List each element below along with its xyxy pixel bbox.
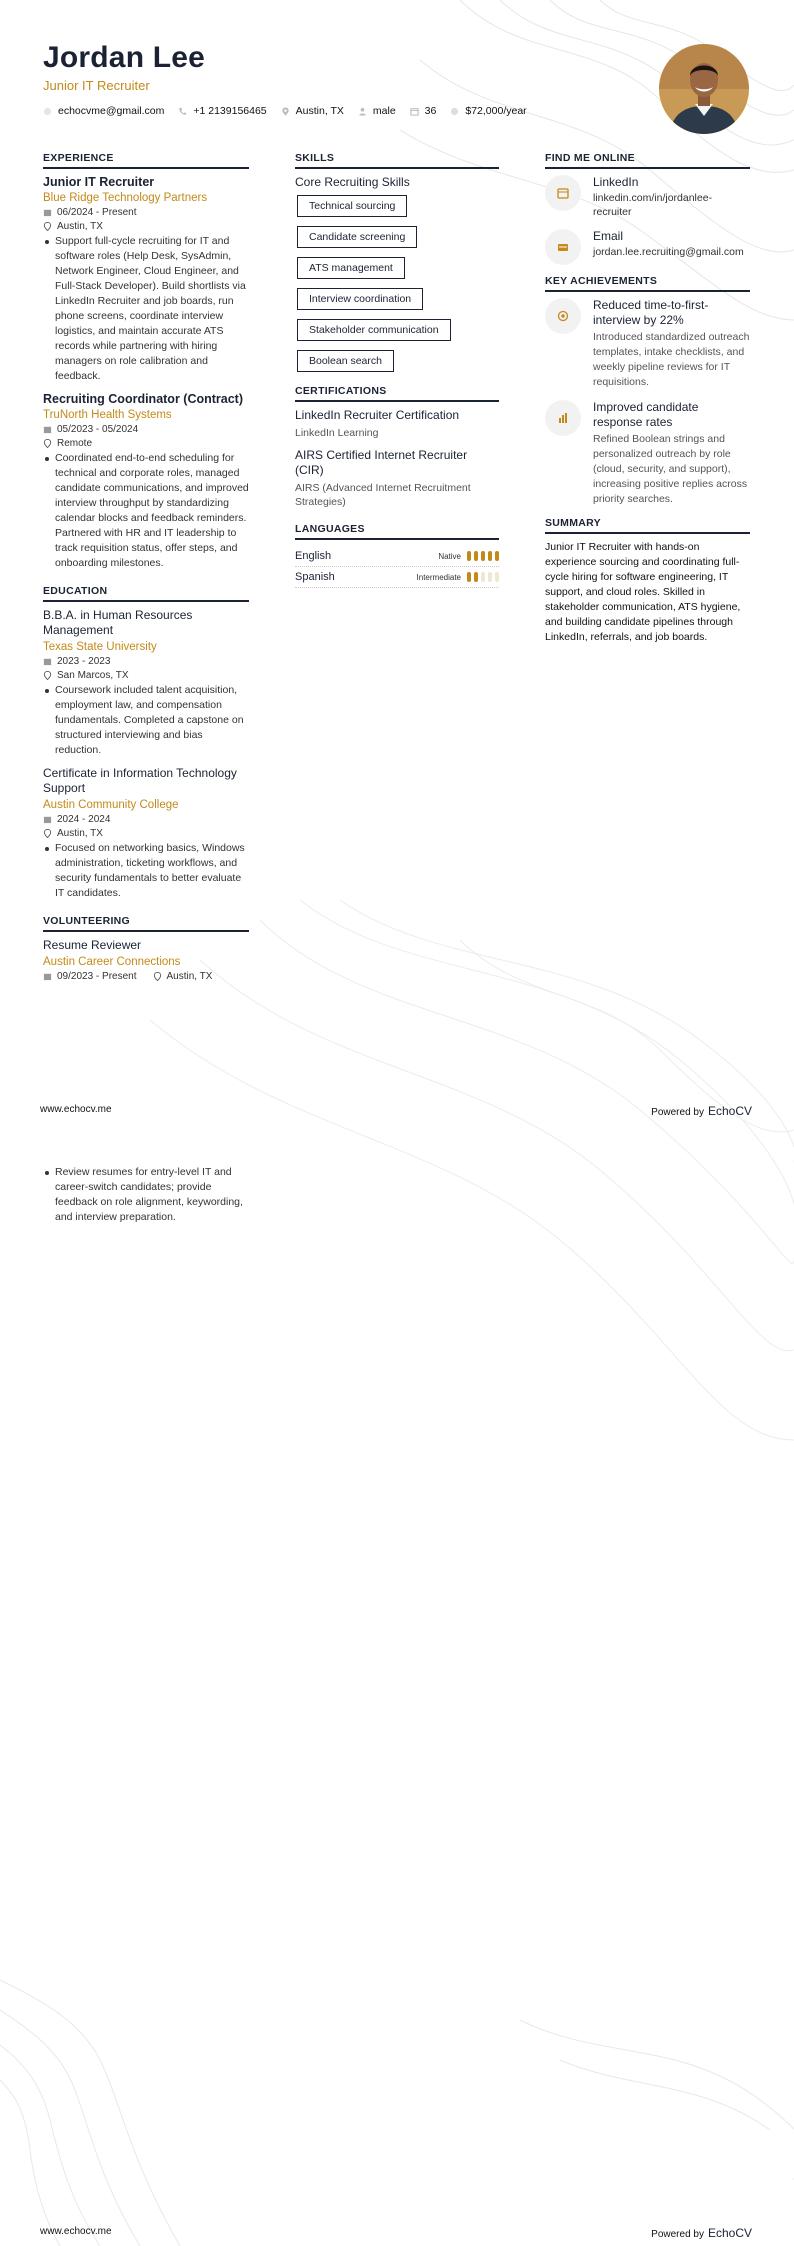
- footer-site-link[interactable]: www.echocv.me: [40, 1104, 112, 1115]
- online-label: Email: [593, 229, 624, 243]
- contact-location: Austin, TX: [281, 105, 344, 117]
- achievement-title: Improved candidate response rates: [593, 400, 699, 429]
- skill-tags: [295, 195, 499, 381]
- degree-title: Certificate in Information Technology Support: [43, 766, 237, 795]
- avatar: [659, 44, 749, 134]
- proficiency-dot: [495, 551, 499, 561]
- volunteering-heading: VOLUNTEERING: [43, 915, 249, 932]
- volunteer-dates: 09/2023 - Present: [57, 971, 137, 982]
- location-pin-icon: [43, 439, 52, 448]
- calendar-icon: [43, 972, 52, 981]
- company-name: Blue Ridge Technology Partners: [43, 192, 208, 204]
- profile-photo: [659, 44, 749, 134]
- brand-logo[interactable]: EchoCV: [707, 1104, 752, 1118]
- online-link[interactable]: linkedin.com/in/jordanlee-recruiter: [593, 192, 713, 218]
- job-dates: 05/2023 - 05/2024: [57, 424, 139, 435]
- degree-title: B.B.A. in Human Resources Management: [43, 608, 193, 637]
- company-name: TruNorth Health Systems: [43, 409, 172, 421]
- proficiency-dot: [481, 572, 485, 582]
- phone-icon: [178, 107, 187, 116]
- coin-icon: [450, 107, 459, 116]
- education-heading: EDUCATION: [43, 585, 249, 602]
- education-description: Focused on networking basics, Windows administration, ticketing workflows, and security fundamentals to better evaluate IT candidates.: [43, 841, 249, 901]
- candidate-name: Jordan Lee: [43, 41, 206, 74]
- certification-item: [295, 408, 499, 440]
- contact-phone[interactable]: +1 2139156465: [178, 105, 266, 117]
- proficiency-dot: [481, 551, 485, 561]
- proficiency-dot: [488, 551, 492, 561]
- job-dates: 06/2024 - Present: [57, 207, 137, 218]
- volunteer-role: Resume Reviewer: [43, 938, 142, 952]
- brand-logo[interactable]: EchoCV: [707, 2226, 752, 2240]
- language-level: Native: [438, 551, 461, 561]
- certification-title: LinkedIn Recruiter Certification: [295, 408, 460, 422]
- certification-issuer: LinkedIn Learning: [295, 427, 379, 439]
- page-footer: [40, 1104, 752, 1118]
- languages-heading: LANGUAGES: [295, 523, 499, 540]
- education-dates: 2024 - 2024: [57, 814, 111, 825]
- calendar-icon: [43, 425, 52, 434]
- skill-tag: Technical sourcing: [297, 195, 407, 217]
- online-item-email[interactable]: [545, 229, 750, 265]
- language-proficiency: [467, 572, 499, 582]
- key-achievements-heading: KEY ACHIEVEMENTS: [545, 275, 750, 292]
- contact-age: 36: [410, 105, 437, 117]
- at-icon: [43, 107, 52, 116]
- summary-heading: SUMMARY: [545, 517, 750, 534]
- achievement-title: Reduced time-to-first-interview by 22%: [593, 298, 709, 327]
- middle-column: [295, 152, 499, 588]
- powered-by-label: Powered by: [651, 2229, 704, 2240]
- language-row: [295, 567, 499, 588]
- education-location: San Marcos, TX: [57, 670, 129, 681]
- contour-pattern-bottom: [0, 1960, 794, 2246]
- summary-text: Junior IT Recruiter with hands-on experience sourcing and coordinating full-cycle hiring for software engineering, IT support, and cloud roles. Skilled in stakeholder communication, ATS hygiene, and building candidate pipelines through LinkedIn, referrals, and job boards.: [545, 541, 741, 643]
- calendar-icon: [43, 815, 52, 824]
- achievement-description: Introduced standardized outreach templates, intake checklists, and weekly pipeline reviews for IT requisitions.: [593, 331, 750, 388]
- skills-heading: SKILLS: [295, 152, 499, 169]
- contact-bar: [43, 105, 663, 117]
- education-location: Austin, TX: [57, 828, 103, 839]
- proficiency-dot: [467, 551, 471, 561]
- language-list: [295, 546, 499, 588]
- footer-site-link[interactable]: www.echocv.me: [40, 2226, 112, 2237]
- location-pin-icon: [43, 671, 52, 680]
- job-description: Coordinated end-to-end scheduling for technical and corporate roles, managed candidate communications, and improved interview throughput by standardizing calendar blocks and feedback reminders. Partnered with HR and IT leadership to track requisition status, offer steps, and onboarding milestones.: [43, 451, 249, 571]
- proficiency-dot: [495, 572, 499, 582]
- education-dates: 2023 - 2023: [57, 656, 111, 667]
- page2-content: [43, 1163, 253, 1225]
- find-me-online-heading: FIND ME ONLINE: [545, 152, 750, 169]
- proficiency-dot: [474, 572, 478, 582]
- achievement-item: [545, 400, 750, 507]
- linkedin-icon: [557, 187, 569, 199]
- volunteer-org: Austin Career Connections: [43, 956, 181, 968]
- skill-tag: ATS management: [297, 257, 405, 279]
- school-name: Texas State University: [43, 641, 157, 653]
- language-proficiency: [467, 551, 499, 561]
- skill-tag: Candidate screening: [297, 226, 417, 248]
- contact-salary: $72,000/year: [450, 105, 526, 117]
- volunteering-item: [43, 938, 249, 982]
- certifications-heading: CERTIFICATIONS: [295, 385, 499, 402]
- online-item-linkedin[interactable]: [545, 175, 750, 219]
- certification-title: AIRS Certified Internet Recruiter (CIR): [295, 448, 468, 477]
- bar-chart-icon: [557, 412, 569, 424]
- location-pin-icon: [281, 107, 290, 116]
- contact-gender: male: [358, 105, 396, 117]
- language-level: Intermediate: [416, 572, 461, 582]
- person-icon: [358, 107, 367, 116]
- experience-item: [43, 175, 249, 384]
- calendar-icon: [410, 107, 419, 116]
- right-column: [545, 152, 750, 645]
- contact-email[interactable]: echocvme@gmail.com: [43, 105, 164, 117]
- achievement-description: Refined Boolean strings and personalized outreach by role (cloud, security, and support), increasing positive replies across priority searches.: [593, 433, 748, 505]
- education-item: [43, 608, 249, 758]
- page-footer-2: [40, 2226, 752, 2240]
- online-label: LinkedIn: [593, 175, 639, 189]
- job-title: Junior IT Recruiter: [43, 175, 155, 189]
- skill-tag: Interview coordination: [297, 288, 423, 310]
- skill-group-title: Core Recruiting Skills: [295, 175, 410, 189]
- location-pin-icon: [43, 222, 52, 231]
- job-location: Remote: [57, 438, 93, 449]
- job-description: Support full-cycle recruiting for IT and software roles (Help Desk, SysAdmin, Network Engineer, Cloud Engineer, and Full-Stack Developer). Build shortlists via LinkedIn Recruiter and job boards, run phone screens, coordinate interview logistics, and maintain accurate ATS records while partnering with hiring managers on role calibration and feedback.: [43, 234, 249, 384]
- left-column: [43, 152, 249, 982]
- experience-item: [43, 392, 249, 571]
- volunteer-description: Review resumes for entry-level IT and career-switch candidates; provide feedback on role alignment, keywording, and interview preparation.: [43, 1165, 253, 1225]
- header: [43, 40, 663, 117]
- email-icon: [557, 241, 569, 253]
- certification-issuer: AIRS (Advanced Internet Recruitment Strategies): [295, 482, 471, 508]
- achievement-item: [545, 298, 750, 390]
- certification-item: [295, 448, 499, 509]
- powered-by-label: Powered by: [651, 1107, 704, 1118]
- skill-tag: Stakeholder communication: [297, 319, 451, 341]
- education-description: Coursework included talent acquisition, employment law, and compensation fundamentals. Completed a capstone on structured interviewing and bias reduction.: [43, 683, 249, 758]
- location-pin-icon: [153, 972, 162, 981]
- education-item: [43, 766, 249, 901]
- language-name: English: [295, 550, 332, 562]
- skill-tag: Boolean search: [297, 350, 394, 372]
- target-icon: [557, 310, 569, 322]
- candidate-title: Junior IT Recruiter: [43, 78, 150, 93]
- calendar-icon: [43, 208, 52, 217]
- experience-heading: EXPERIENCE: [43, 152, 249, 169]
- proficiency-dot: [488, 572, 492, 582]
- online-link[interactable]: jordan.lee.recruiting@gmail.com: [593, 246, 744, 258]
- proficiency-dot: [467, 572, 471, 582]
- job-title: Recruiting Coordinator (Contract): [43, 392, 243, 406]
- language-name: Spanish: [295, 571, 335, 583]
- location-pin-icon: [43, 829, 52, 838]
- volunteer-location: Austin, TX: [166, 971, 213, 982]
- proficiency-dot: [474, 551, 478, 561]
- school-name: Austin Community College: [43, 799, 179, 811]
- job-location: Austin, TX: [57, 221, 103, 232]
- calendar-icon: [43, 657, 52, 666]
- language-row: [295, 546, 499, 567]
